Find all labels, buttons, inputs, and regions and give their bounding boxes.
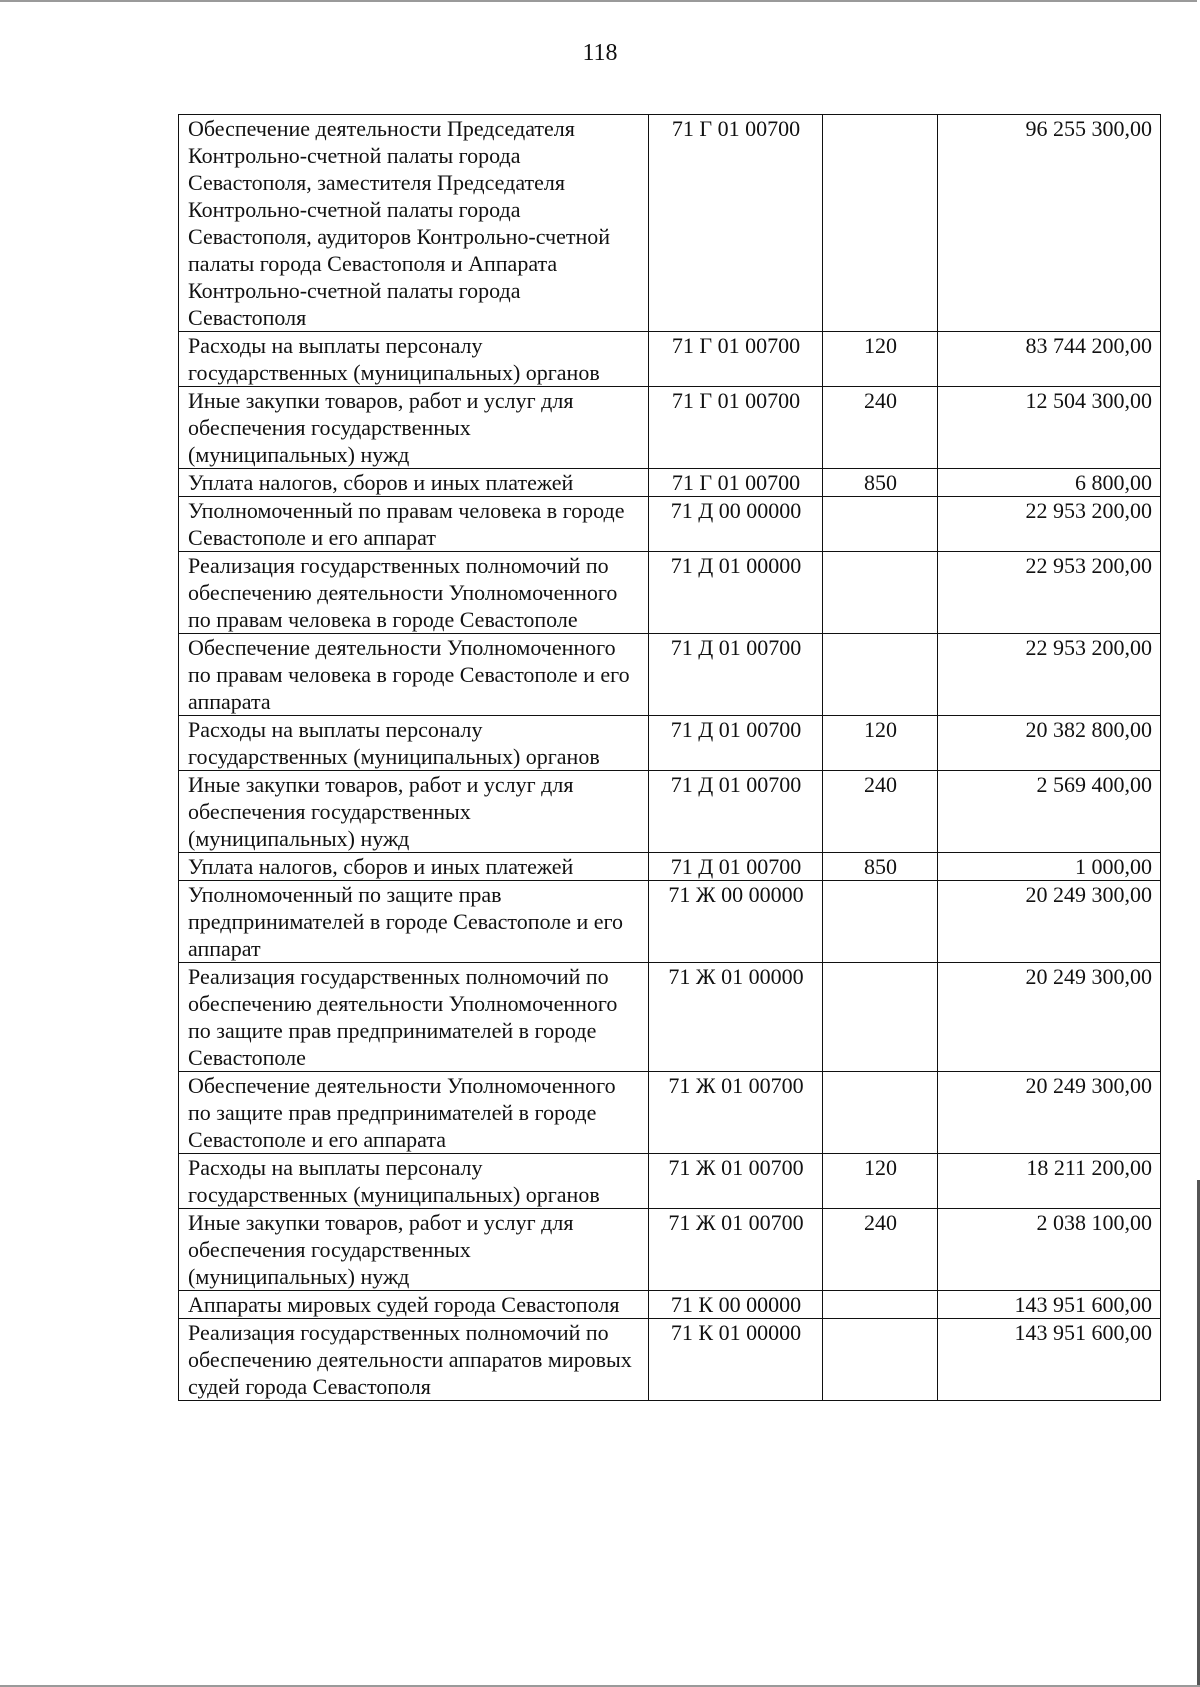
expense-name-cell: Расходы на выплаты персоналу государственных (муниципальных) органов (179, 716, 649, 771)
amount-cell: 143 951 600,00 (938, 1291, 1161, 1319)
amount-cell: 20 249 300,00 (938, 881, 1161, 963)
target-code-cell: 71 Д 00 00000 (649, 497, 823, 552)
amount-cell: 18 211 200,00 (938, 1154, 1161, 1209)
table-row (179, 881, 1161, 963)
target-code-cell: 71 Д 01 00700 (649, 771, 823, 853)
expense-type-cell (823, 1072, 938, 1154)
amount-cell: 20 382 800,00 (938, 716, 1161, 771)
target-code-cell: 71 К 00 00000 (649, 1291, 823, 1319)
amount-cell: 22 953 200,00 (938, 552, 1161, 634)
target-code-cell: 71 Г 01 00700 (649, 469, 823, 497)
expense-name-cell: Расходы на выплаты персоналу государственных (муниципальных) органов (179, 332, 649, 387)
expense-name-cell: Уплата налогов, сборов и иных платежей (179, 853, 649, 881)
expense-name-cell: Реализация государственных полномочий по обеспечению деятельности аппаратов мировых судей города Севастополя (179, 1319, 649, 1401)
expense-type-cell: 850 (823, 853, 938, 881)
table-row (179, 1154, 1161, 1209)
expense-type-cell (823, 1291, 938, 1319)
expense-type-cell (823, 881, 938, 963)
amount-cell: 22 953 200,00 (938, 634, 1161, 716)
table-row (179, 1319, 1161, 1401)
expense-name-cell: Уполномоченный по правам человека в городе Севастополе и его аппарат (179, 497, 649, 552)
expense-name-cell: Иные закупки товаров, работ и услуг для обеспечения государственных (муниципальных) нужд (179, 771, 649, 853)
expense-name-cell: Обеспечение деятельности Уполномоченного по защите прав предпринимателей в городе Севастополе и его аппарата (179, 1072, 649, 1154)
expense-type-cell: 240 (823, 1209, 938, 1291)
target-code-cell: 71 Г 01 00700 (649, 115, 823, 332)
expense-type-cell (823, 115, 938, 332)
table-row (179, 332, 1161, 387)
table-row (179, 469, 1161, 497)
expense-type-cell (823, 497, 938, 552)
amount-cell: 22 953 200,00 (938, 497, 1161, 552)
expense-name-cell: Уплата налогов, сборов и иных платежей (179, 469, 649, 497)
target-code-cell: 71 Д 01 00700 (649, 634, 823, 716)
target-code-cell: 71 Д 01 00000 (649, 552, 823, 634)
target-code-cell: 71 К 01 00000 (649, 1319, 823, 1401)
expense-type-cell (823, 552, 938, 634)
amount-cell: 2 038 100,00 (938, 1209, 1161, 1291)
budget-table-body (179, 115, 1161, 1401)
expense-type-cell: 240 (823, 387, 938, 469)
target-code-cell: 71 Ж 01 00700 (649, 1154, 823, 1209)
target-code-cell: 71 Д 01 00700 (649, 853, 823, 881)
expense-name-cell: Аппараты мировых судей города Севастополя (179, 1291, 649, 1319)
table-row (179, 716, 1161, 771)
target-code-cell: 71 Д 01 00700 (649, 716, 823, 771)
amount-cell: 12 504 300,00 (938, 387, 1161, 469)
table-row (179, 853, 1161, 881)
expense-name-cell: Реализация государственных полномочий по обеспечению деятельности Уполномоченного по правам человека в городе Севастополе (179, 552, 649, 634)
table-row (179, 387, 1161, 469)
amount-cell: 20 249 300,00 (938, 963, 1161, 1072)
expense-type-cell: 120 (823, 1154, 938, 1209)
budget-table (178, 114, 1161, 1401)
table-row (179, 963, 1161, 1072)
expense-type-cell: 850 (823, 469, 938, 497)
target-code-cell: 71 Ж 01 00700 (649, 1072, 823, 1154)
amount-cell: 143 951 600,00 (938, 1319, 1161, 1401)
expense-name-cell: Уполномоченный по защите прав предпринимателей в городе Севастополе и его аппарат (179, 881, 649, 963)
table-row (179, 771, 1161, 853)
expense-name-cell: Обеспечение деятельности Уполномоченного по правам человека в городе Севастополе и его аппарата (179, 634, 649, 716)
table-row (179, 634, 1161, 716)
amount-cell: 20 249 300,00 (938, 1072, 1161, 1154)
expense-name-cell: Иные закупки товаров, работ и услуг для обеспечения государственных (муниципальных) нужд (179, 1209, 649, 1291)
expense-name-cell: Реализация государственных полномочий по обеспечению деятельности Уполномоченного по защите прав предпринимателей в городе Севастополе (179, 963, 649, 1072)
page-number: 118 (582, 40, 618, 66)
amount-cell: 6 800,00 (938, 469, 1161, 497)
expense-type-cell: 120 (823, 716, 938, 771)
scan-border-top (0, 0, 1200, 2)
expense-type-cell (823, 963, 938, 1072)
amount-cell: 2 569 400,00 (938, 771, 1161, 853)
expense-name-cell: Расходы на выплаты персоналу государственных (муниципальных) органов (179, 1154, 649, 1209)
expense-name-cell: Иные закупки товаров, работ и услуг для обеспечения государственных (муниципальных) нужд (179, 387, 649, 469)
amount-cell: 1 000,00 (938, 853, 1161, 881)
expense-name-cell: Обеспечение деятельности Председателя Контрольно-счетной палаты города Севастополя, заместителя Председателя Контрольно-счетной палаты города Севастополя, аудиторов Контрольно-счетной палаты города Севастополя и Аппарата Контрольно-счетной палаты города Севастополя (179, 115, 649, 332)
table-row (179, 1209, 1161, 1291)
table-row (179, 552, 1161, 634)
target-code-cell: 71 Ж 01 00000 (649, 963, 823, 1072)
table-row (179, 497, 1161, 552)
table-row (179, 1291, 1161, 1319)
expense-type-cell (823, 634, 938, 716)
table-row (179, 115, 1161, 332)
expense-type-cell: 240 (823, 771, 938, 853)
target-code-cell: 71 Ж 01 00700 (649, 1209, 823, 1291)
target-code-cell: 71 Г 01 00700 (649, 332, 823, 387)
target-code-cell: 71 Г 01 00700 (649, 387, 823, 469)
table-row (179, 1072, 1161, 1154)
target-code-cell: 71 Ж 00 00000 (649, 881, 823, 963)
expense-type-cell (823, 1319, 938, 1401)
amount-cell: 96 255 300,00 (938, 115, 1161, 332)
expense-type-cell: 120 (823, 332, 938, 387)
amount-cell: 83 744 200,00 (938, 332, 1161, 387)
